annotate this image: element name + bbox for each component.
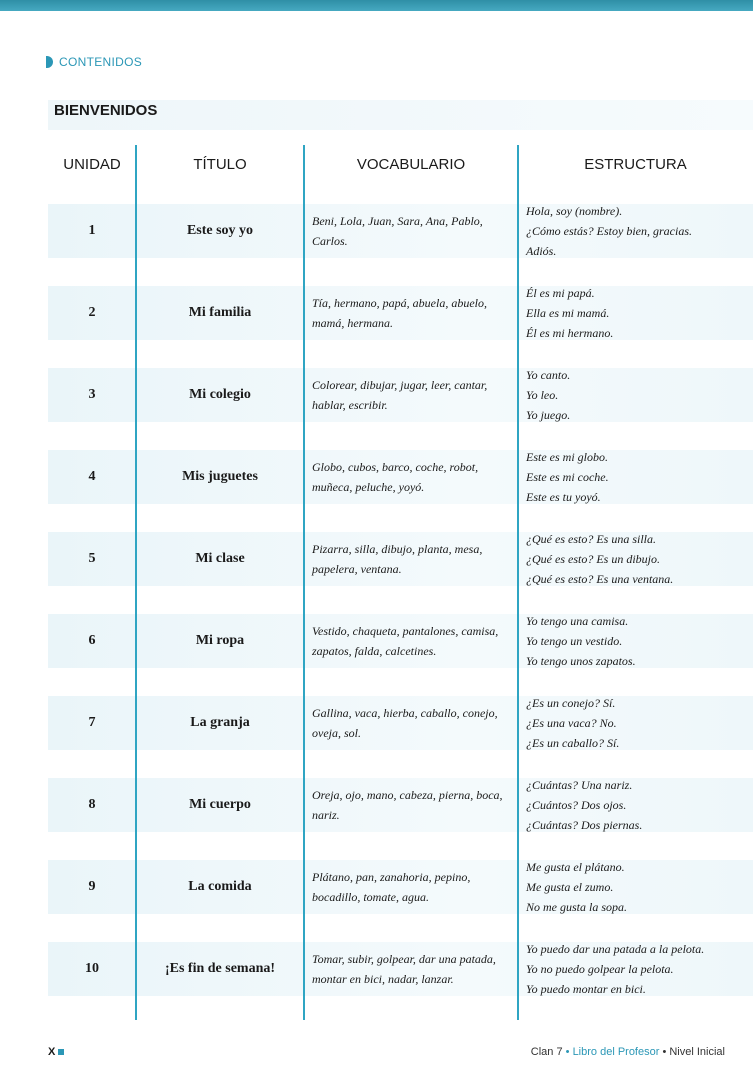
structure-cell — [518, 682, 753, 764]
unit-cell-text: 1 — [88, 223, 96, 238]
structure-cell — [518, 272, 753, 354]
unit-cell — [48, 272, 136, 354]
table-row — [48, 190, 753, 272]
structure-line: ¿Es una vaca? No. — [526, 716, 617, 730]
vocab-cell-text: Vestido, chaqueta, pantalones, camisa, zapatos, falda, calcetines. — [312, 624, 499, 658]
table-row — [48, 846, 753, 928]
structure-line: Yo puedo montar en bici. — [526, 982, 646, 996]
structure-line: Me gusta el plátano. — [526, 860, 625, 874]
title-cell-text: Mi cuerpo — [189, 797, 251, 812]
vocab-cell — [304, 600, 518, 682]
structure-line: ¿Cuántos? Dos ojos. — [526, 798, 627, 812]
structure-cell — [518, 436, 753, 518]
unit-cell — [48, 764, 136, 846]
structure-line: ¿Qué es esto? Es un dibujo. — [526, 552, 660, 566]
structure-line: ¿Cómo estás? Estoy bien, gracias. — [526, 224, 692, 238]
structure-cell — [518, 518, 753, 600]
vocab-cell — [304, 682, 518, 764]
vocab-cell — [304, 272, 518, 354]
title-cell — [136, 846, 304, 928]
section-header — [46, 55, 142, 69]
page-subtitle: BIENVENIDOS — [54, 102, 158, 119]
title-cell — [136, 518, 304, 600]
title-cell-text: ¡Es fin de semana! — [164, 961, 276, 976]
structure-line: ¿Es un caballo? Sí. — [526, 736, 620, 750]
unit-cell — [48, 436, 136, 518]
vocab-cell-text: Tía, hermano, papá, abuela, abuelo, mamá, hermana. — [312, 296, 487, 330]
table-row — [48, 682, 753, 764]
unit-cell-text: 6 — [88, 633, 96, 648]
vocab-cell-text: Plátano, pan, zanahoria, pepino, bocadillo, tomate, agua. — [312, 870, 471, 904]
title-cell — [136, 190, 304, 272]
footer-level: Nivel Inicial — [669, 1046, 725, 1058]
unit-cell — [48, 928, 136, 1010]
structure-line: Este es mi coche. — [526, 470, 609, 484]
vocab-cell — [304, 354, 518, 436]
title-cell-text: La granja — [190, 715, 250, 730]
title-cell-text: Mis juguetes — [182, 469, 258, 484]
unit-cell-text: 2 — [88, 305, 96, 320]
vocab-cell — [304, 928, 518, 1010]
structure-line: Yo tengo un vestido. — [526, 634, 623, 648]
unit-cell-text: 10 — [85, 961, 99, 976]
vocab-cell-text: Globo, cubos, barco, coche, robot, muñeca, peluche, yoyó. — [312, 460, 479, 494]
structure-line: Yo puedo dar una patada a la pelota. — [526, 942, 705, 956]
top-color-bar — [0, 0, 753, 11]
page-number-text: X — [48, 1046, 56, 1058]
structure-line: Yo leo. — [526, 388, 559, 402]
unit-cell — [48, 190, 136, 272]
title-cell — [136, 436, 304, 518]
unit-cell-text: 4 — [88, 469, 96, 484]
structure-cell — [518, 846, 753, 928]
structure-line: Este es mi globo. — [526, 450, 608, 464]
column-divider — [517, 145, 519, 1020]
vocab-cell-text: Oreja, ojo, mano, cabeza, pierna, boca, nariz. — [312, 788, 503, 822]
vocab-cell — [304, 436, 518, 518]
column-divider — [303, 145, 305, 1020]
unit-cell — [48, 846, 136, 928]
table-row — [48, 764, 753, 846]
footer-guide: Libro del Profesor — [572, 1046, 660, 1058]
header-vocabulario: VOCABULARIO — [356, 155, 466, 173]
title-cell-text: Mi colegio — [189, 387, 251, 402]
structure-line: Me gusta el zumo. — [526, 880, 614, 894]
table-row — [48, 354, 753, 436]
unit-cell — [48, 518, 136, 600]
title-cell — [136, 764, 304, 846]
structure-line: Este es tu yoyó. — [526, 490, 601, 504]
vocab-cell-text: Colorear, dibujar, jugar, leer, cantar, hablar, escribir. — [312, 378, 488, 412]
header-estructura: ESTRUCTURA — [584, 155, 687, 173]
vocab-cell — [304, 846, 518, 928]
title-cell-text: Este soy yo — [186, 223, 254, 238]
structure-cell — [518, 928, 753, 1010]
header-titulo: TÍTULO — [193, 155, 247, 173]
unit-cell-text: 5 — [88, 551, 96, 566]
header-unidad: UNIDAD — [63, 155, 121, 173]
structure-cell — [518, 764, 753, 846]
table-row — [48, 272, 753, 354]
unit-cell — [48, 354, 136, 436]
title-cell-text: Mi familia — [188, 305, 252, 320]
structure-line: Yo tengo una camisa. — [526, 614, 629, 628]
structure-line: Yo juego. — [526, 408, 571, 422]
structure-line: ¿Es un conejo? Sí. — [526, 696, 616, 710]
structure-cell — [518, 354, 753, 436]
unit-cell — [48, 600, 136, 682]
contents-table — [48, 145, 753, 1020]
unit-cell-text: 9 — [88, 879, 96, 894]
page-number — [48, 1046, 64, 1058]
structure-line: Ella es mi mamá. — [526, 306, 610, 320]
structure-line: ¿Cuántas? Dos piernas. — [526, 818, 643, 832]
page-square-icon — [58, 1049, 64, 1055]
unit-cell — [48, 682, 136, 764]
structure-line: Yo canto. — [526, 368, 571, 382]
unit-cell-text: 7 — [88, 715, 96, 730]
unit-cell-text: 8 — [88, 797, 96, 812]
unit-cell-text: 3 — [88, 387, 96, 402]
table-row — [48, 600, 753, 682]
table-row — [48, 518, 753, 600]
structure-line: Él es mi hermano. — [526, 326, 614, 340]
structure-line: ¿Cuántas? Una nariz. — [526, 778, 633, 792]
structure-cell — [518, 190, 753, 272]
vocab-cell — [304, 764, 518, 846]
table-row — [48, 928, 753, 1010]
column-divider — [135, 145, 137, 1020]
footer-credits — [531, 1046, 725, 1058]
structure-line: Él es mi papá. — [526, 286, 595, 300]
title-cell — [136, 272, 304, 354]
title-cell — [136, 354, 304, 436]
vocab-cell-text: Tomar, subir, golpear, dar una patada, montar en bici, nadar, lanzar. — [312, 952, 496, 986]
section-marker-icon — [46, 56, 53, 68]
structure-line: Yo tengo unos zapatos. — [526, 654, 636, 668]
vocab-cell — [304, 190, 518, 272]
structure-line: ¿Qué es esto? Es una ventana. — [526, 572, 674, 586]
title-cell-text: Mi clase — [195, 551, 245, 566]
footer-book: Clan 7 — [530, 1046, 563, 1058]
vocab-cell — [304, 518, 518, 600]
structure-line: Hola, soy (nombre). — [526, 204, 623, 218]
title-cell — [136, 682, 304, 764]
section-label: CONTENIDOS — [59, 55, 143, 69]
structure-cell — [518, 600, 753, 682]
vocab-cell-text: Beni, Lola, Juan, Sara, Ana, Pablo, Carlos. — [312, 214, 483, 248]
structure-line: Yo no puedo golpear la pelota. — [526, 962, 674, 976]
footer-sep-2: • — [659, 1046, 670, 1058]
title-cell-text: Mi ropa — [195, 633, 245, 648]
structure-line: ¿Qué es esto? Es una silla. — [526, 532, 656, 546]
title-cell — [136, 600, 304, 682]
title-cell — [136, 928, 304, 1010]
table-row — [48, 436, 753, 518]
structure-line: No me gusta la sopa. — [526, 900, 628, 914]
vocab-cell-text: Pizarra, silla, dibujo, planta, mesa, papelera, ventana. — [312, 542, 483, 576]
title-cell-text: La comida — [188, 879, 252, 894]
footer-sep-1: • — [562, 1046, 573, 1058]
structure-line: Adiós. — [526, 244, 557, 258]
vocab-cell-text: Gallina, vaca, hierba, caballo, conejo, oveja, sol. — [312, 706, 498, 740]
